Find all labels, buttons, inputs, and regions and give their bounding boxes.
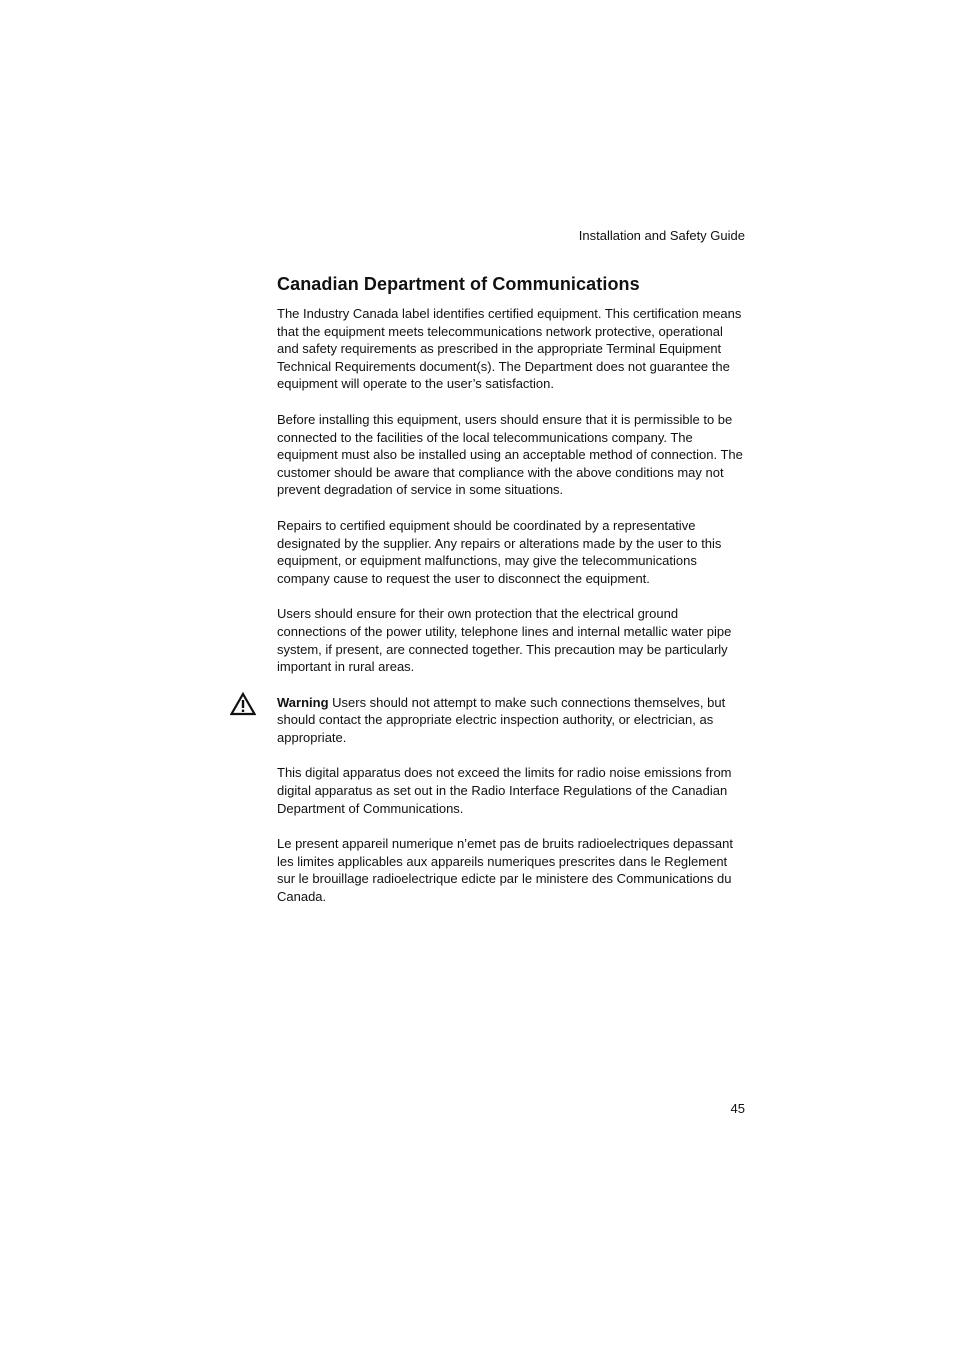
warning-triangle-icon [230,692,256,716]
paragraph-installation: Before installing this equipment, users should ensure that it is permissible to be connected to the facilities of the local telecommunications company. The equipment must also be installed using an acceptable method of connection. The customer should be aware that compliance with the above conditions may not prevent degradation of service in some situations. [277,411,743,498]
paragraph-repairs: Repairs to certified equipment should be coordinated by a representative designated by the supplier. Any repairs or alterations made by the user to this equipment, or equipment malfunctions, may give the telecommunications company cause to request the user to disconnect the equipment. [277,517,722,586]
section-title: Canadian Department of Communications [277,274,640,294]
warning-block [277,694,747,747]
warning-label: Warning [277,694,329,710]
section-canadian-doc [277,271,747,924]
paragraph-french: Le present appareil numerique n’emet pas de bruits radioelectriques depassant les limites applicables aux appareils numeriques prescrites dans le Reglement sur le brouillage radioelectrique edicte par le ministere des Communications du Canada. [277,836,734,905]
paragraph-grounding: Users should ensure for their own protection that the electrical ground connections of the power utility, telephone lines and internal metallic water pipe system, if present, are connected together. This precaution may be particularly important in rural areas. [277,606,732,675]
warning-paragraph [277,694,747,747]
paragraph-certification: The Industry Canada label identifies certified equipment. This certification means that the equipment meets telecommunications network protective, operational and safety requirements as prescribed in the appropriate Terminal Equipment Technical Requirements document(s). The Department does not guarantee the equipment will operate to the user’s satisfaction. [277,306,742,392]
running-header: Installation and Safety Guide [578,228,745,243]
page-number: 45 [730,1101,745,1116]
warning-text: Users should not attempt to make such connections themselves, but should contact the appropriate electric inspection authority, or electrician, as appropriate. [277,694,726,745]
paragraph-radio-noise: This digital apparatus does not exceed the limits for radio noise emissions from digital apparatus as set out in the Radio Interface Regulations of the Canadian Department of Communications. [277,765,732,816]
